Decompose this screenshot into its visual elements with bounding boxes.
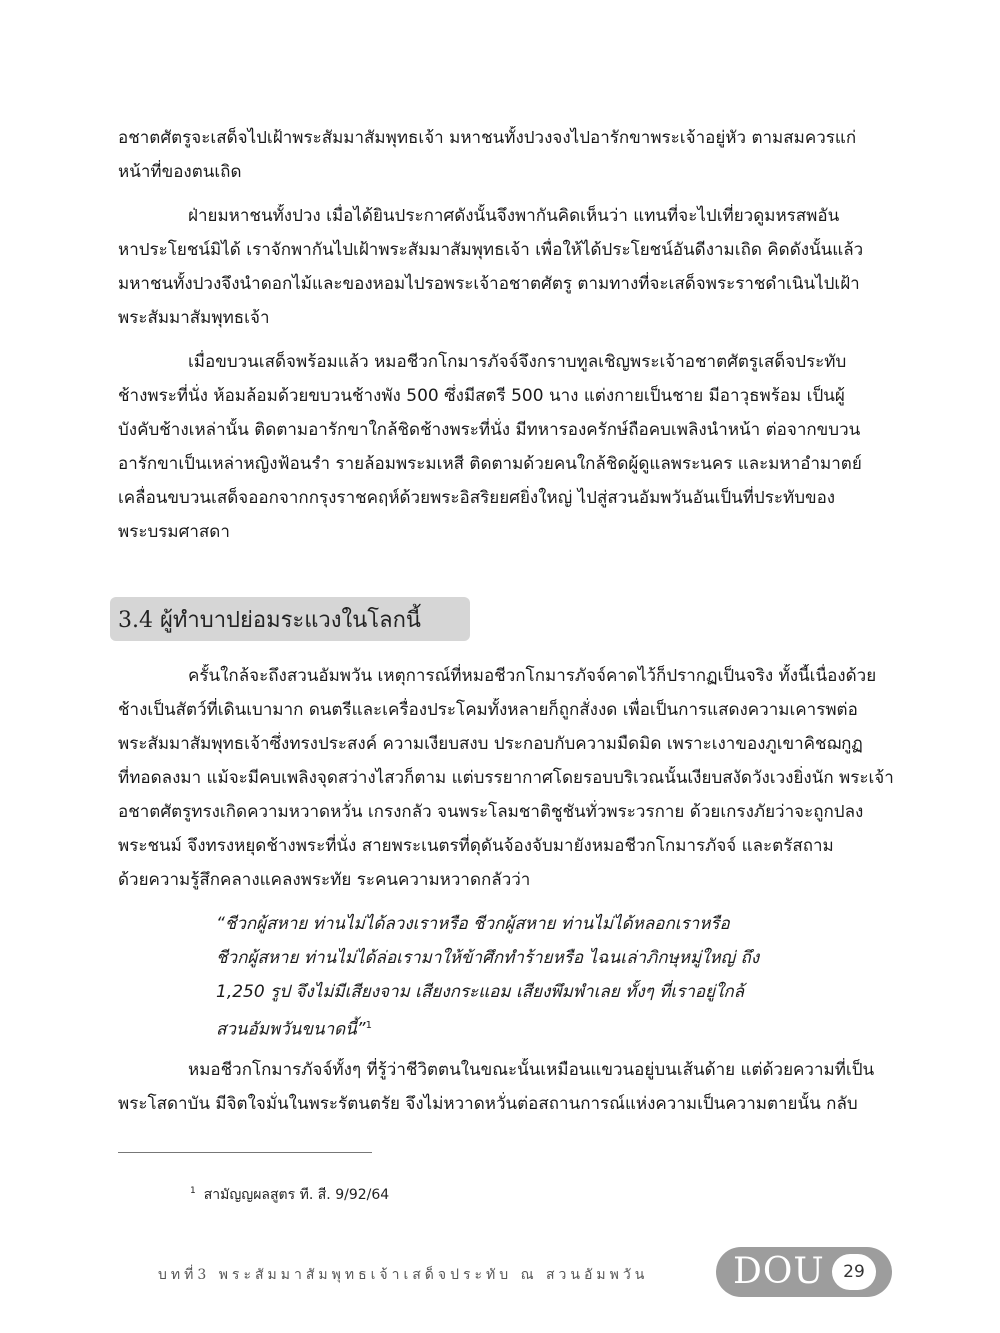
paragraph-3-line-1: เมื่อขบวนเสด็จพร้อมแล้ว หมอชีวกโกมารภัจจ์จึงกราบทูลเชิญพระเจ้าอชาตศัตรูเสด็จประทับ — [188, 352, 847, 372]
section-heading — [110, 597, 470, 641]
paragraph-2-line-3: มหาชนทั้งปวงจึงนำดอกไม้และของหอมไปรอพระเจ้าอชาตศัตรู ตามทางที่จะเสด็จพระราชดำเนินไปเฝ้า — [118, 274, 860, 294]
paragraph-3-line-4: อารักขาเป็นเหล่าหญิงฟ้อนรำ รายล้อมพระมเหสี ติดตามด้วยคนใกล้ชิดผู้ดูแลพระนคร และมหาอำมาตย์ — [118, 454, 862, 474]
paragraph-3-line-6: พระบรมศาสดา — [118, 522, 230, 542]
quote-line-1: “ชีวกผู้สหาย ท่านไม่ได้ลวงเราหรือ ชีวกผู้สหาย ท่านไม่ได้หลอกเราหรือ — [216, 914, 730, 934]
footer-chapter-title: บทที่3 พระสัมมาสัมพุทธเจ้าเสด็จประทับ ณ สวนอัมพวัน — [158, 1267, 649, 1283]
footnote-divider — [118, 1152, 372, 1153]
paragraph-2-line-4: พระสัมมาสัมพุทธเจ้า — [118, 308, 270, 328]
paragraph-4-line-1: ครั้นใกล้จะถึงสวนอัมพวัน เหตุการณ์ที่หมอชีวกโกมารภัจจ์คาดไว้ก็ปรากฏเป็นจริง ทั้งนี้เนื่องด้วย — [188, 666, 877, 686]
footnote-reference: 1 — [365, 1020, 372, 1031]
paragraph-2-line-1: ฝ่ายมหาชนทั้งปวง เมื่อได้ยินประกาศดังนั้นจึงพากันคิดเห็นว่า แทนที่จะไปเที่ยวดูมหรสพอัน — [188, 206, 840, 226]
footnote-text: สามัญญผลสูตร ที. สี. 9/92/64 — [203, 1187, 390, 1203]
paragraph-2-line-2: หาประโยชน์มิได้ เราจักพากันไปเฝ้าพระสัมมาสัมพุทธเจ้า เพื่อให้ได้ประโยชน์อันดีงามเถิด คิดดังนั้นแล้ว — [118, 240, 864, 260]
paragraph-4-line-5: อชาตศัตรูทรงเกิดความหวาดหวั่น เกรงกลัว จนพระโลมชาติชูชันทั่วพระวรกาย ด้วยเกรงภัยว่าจะถูกปลง — [118, 802, 864, 822]
paragraph-3-line-2: ช้างพระที่นั่ง ห้อมล้อมด้วยขบวนช้างพัง 500 ซึ่งมีสตรี 500 นาง แต่งกายเป็นชาย มีอาวุธพร้อม เป็นผู้ — [118, 386, 845, 406]
dou-logo: DOU — [733, 1251, 825, 1292]
paragraph-4-line-2: ช้างเป็นสัตว์ที่เดินเบามาก ดนตรีและเครื่องประโคมทั้งหลายก็ถูกสั่งงด เพื่อเป็นการแสดงความเคารพต่อ — [118, 700, 858, 720]
quote-line-3: 1,250 รูป จึงไม่มีเสียงจาม เสียงกระแอม เสียงพึมพำเลย ทั้งๆ ที่เราอยู่ใกล้ — [216, 982, 745, 1002]
paragraph-5-line-2: พระโสดาบัน มีจิตใจมั่นในพระรัตนตรัย จึงไม่หวาดหวั่นต่อสถานการณ์แห่งความเป็นความตายนั้น กลับ — [118, 1094, 858, 1114]
paragraph-4-line-6: พระชนม์ จึงทรงหยุดช้างพระที่นั่ง สายพระเนตรที่ดุดันจ้องจับมายังหมอชีวกโกมารภัจจ์ และตรัสถาม — [118, 836, 834, 856]
paragraph-1-line-2: หน้าที่ของตนเถิด — [118, 162, 242, 182]
section-heading-title: 3.4 ผู้ทำบาปย่อมระแวงในโลกนี้ — [118, 607, 421, 633]
quote-line-2: ชีวกผู้สหาย ท่านไม่ได้ล่อเรามาให้ข้าศึกทำร้ายหรือ ไฉนเล่าภิกษุหมู่ใหญ่ ถึง — [216, 948, 760, 968]
paragraph-4-line-7: ด้วยความรู้สึกคลางแคลงพระทัย ระคนความหวาดกลัวว่า — [118, 870, 531, 890]
paragraph-3-line-3: บังคับช้างเหล่านั้น ติดตามอารักขาใกล้ชิดช้างพระที่นั่ง มีทหารองครักษ์ถือคบเพลิงนำหน้า ต่อจากขบวน — [118, 420, 861, 440]
paragraph-4-line-4: ที่ทอดลงมา แม้จะมีคบเพลิงจุดสว่างไสวก็ตาม แต่บรรยากาศโดยรอบบริเวณนั้นเงียบสงัดวังเวงยิ่งนัก พระเจ้า — [118, 768, 894, 788]
footnote — [190, 1184, 389, 1206]
paragraph-1-line-1: อชาตศัตรูจะเสด็จไปเฝ้าพระสัมมาสัมพุทธเจ้า มหาชนทั้งปวงจงไปอารักขาพระเจ้าอยู่หัว ตามสมควรแก่ — [118, 128, 857, 148]
paragraph-5-line-1: หมอชีวกโกมารภัจจ์ทั้งๆ ที่รู้ว่าชีวิตตนในขณะนั้นเหมือนแขวนอยู่บนเส้นด้าย แต่ด้วยความที่เป็น — [188, 1060, 875, 1080]
quote-line-4-text: สวนอัมพวันขนาดนี้” — [216, 1019, 366, 1040]
footnote-number: 1 — [190, 1186, 196, 1197]
paragraph-4-line-3: พระสัมมาสัมพุทธเจ้าซึ่งทรงประสงค์ ความเงียบสงบ ประกอบกับความมืดมิด เพราะเงาของภูเขาคิชฌกูฏ — [118, 734, 863, 754]
page-number: 29 — [832, 1254, 876, 1290]
quote-line-4 — [216, 1014, 806, 1042]
paragraph-3-line-5: เคลื่อนขบวนเสด็จออกจากกรุงราชคฤห์ด้วยพระอิสริยยศยิ่งใหญ่ ไปสู่สวนอัมพวันอันเป็นที่ประทับของ — [118, 488, 836, 508]
